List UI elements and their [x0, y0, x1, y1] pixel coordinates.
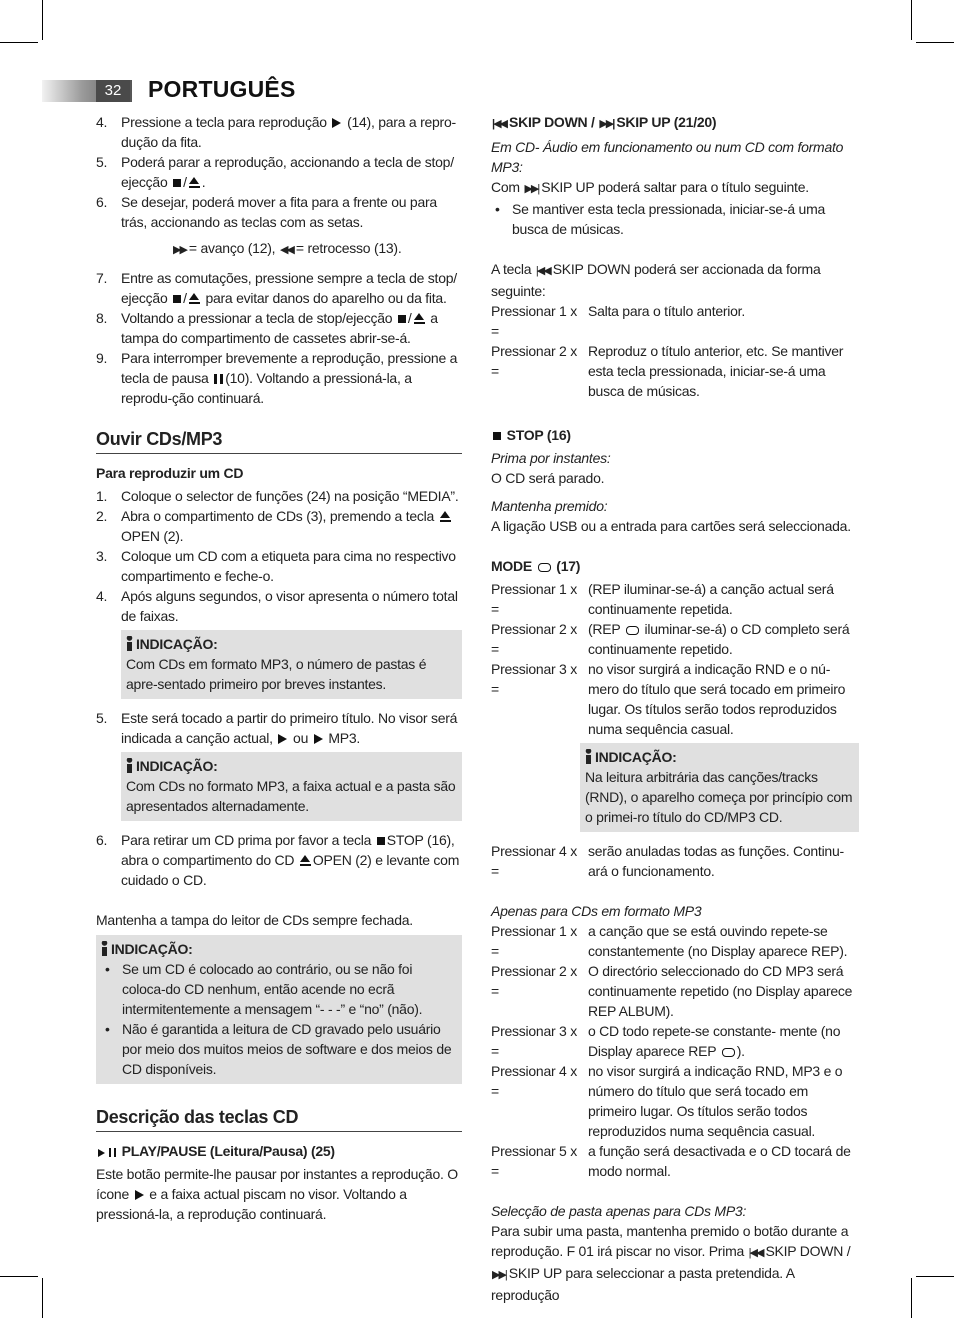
subheading: |◀◀ SKIP DOWN / ▶▶| SKIP UP (21/20): [492, 114, 717, 130]
press-row: Pressionar 3 x = o CD todo repete-se constante- mente (no Display aparece REP ).: [491, 1023, 841, 1059]
page-title: PORTUGUÊS: [148, 76, 296, 102]
paragraph: A tecla |◀◀ SKIP DOWN poderá ser accionada da forma seguinte:: [491, 261, 821, 299]
repeat-icon: [722, 1048, 735, 1057]
skip-up-icon: ▶▶|: [599, 118, 614, 130]
note-box: [96, 935, 462, 1084]
arrow-keys-line: ▶▶ = avanço (12), ◀◀ = retrocesso (13).: [173, 240, 402, 256]
repeat-icon: [626, 626, 639, 635]
italic-line: Mantenha premido:: [491, 498, 608, 514]
bullet-item: • Se mantiver esta tecla pressionada, iniciar-se-á uma busca de músicas.: [495, 201, 826, 237]
info-icon: INDICAÇÃO:: [126, 634, 456, 654]
subheading: PLAY/PAUSE (Leitura/Pausa) (25): [96, 1141, 462, 1161]
crop-mark: [42, 0, 43, 40]
crop-mark: [42, 1278, 43, 1318]
press-row: Pressionar 1 x = (REP iluminar-se-á) a canção actual será continuamente repetida.: [491, 581, 834, 617]
play-icon: [98, 1149, 105, 1157]
stop-icon: [493, 432, 501, 440]
skip-up-icon: ▶▶|: [524, 183, 539, 195]
paragraph: Para subir uma pasta, mantenha premido o botão durante a reprodução. F 01 irá piscar no visor. Prima |◀◀ SKIP DOWN / ▶▶| SKIP UP para seleccionar a pasta pretendida. A reprodução: [491, 1223, 851, 1303]
press-row: Pressionar 2 x = O directório seleccionado do CD MP3 será continuamente repetido (no Display aparece REP ALBUM).: [491, 963, 853, 1019]
press-row: Pressionar 1 x = a canção que se está ouvindo repete-se constantemente (no Display aparece REP).: [491, 923, 848, 959]
skip-down-icon: |◀◀: [535, 265, 550, 277]
list-item: 3. Coloque um CD com a etiqueta para cima no respectivo compartimento e feche-o.: [96, 548, 456, 584]
skip-down-icon: |◀◀: [748, 1247, 763, 1259]
fast-forward-icon: ▶▶: [173, 244, 186, 256]
italic-line: Selecção de pasta apenas para CDs MP3:: [491, 1203, 747, 1219]
subheading: MODE (17): [491, 558, 581, 574]
press-row: Pressionar 4 x = no visor surgirá a indicação RND, MP3 e o número do título que será tocado em primeiro lugar. Os títulos serão todos reproduzidos numa sequência casual.: [491, 1063, 843, 1139]
play-icon: [332, 118, 341, 128]
press-row: Pressionar 3 x = no visor surgirá a indicação RND e o nú-mero do título que será tocado em primeiro lugar. Os títulos serão todos reproduzidos numa sequência casual.: [491, 661, 846, 737]
list-item: 7. Entre as comutações, pressione sempre a tecla de stop/ ejecção / para evitar danos do aparelho ou da fita.: [96, 270, 457, 306]
stop-icon: [173, 295, 181, 303]
crop-mark: [911, 0, 912, 40]
press-row: Pressionar 5 x = a função será desactivada e o CD tocará de modo normal.: [491, 1143, 851, 1179]
paragraph: A ligação USB ou a entrada para cartões será seleccionada.: [491, 518, 851, 534]
press-row: Pressionar 1 x = Salta para o título anterior.: [491, 303, 745, 339]
stop-icon: [173, 179, 181, 187]
bullet-item: • Não é garantida a leitura de CD gravado pelo usuário por meio dos muitos meios de software e dos meios de CD disponíveis.: [105, 1021, 452, 1077]
paragraph: Este botão permite-lhe pausar por instantes a reprodução. O ícone e a faixa actual piscam no visor. Voltando a pressioná-la, a reprodução continuará.: [96, 1166, 458, 1222]
list-item: 2. Abra o compartimento de CDs (3), premendo a tecla OPEN (2).: [96, 506, 462, 546]
note-box: INDICAÇÃO: Com CDs no formato MP3, a faixa actual e a pasta são apresentados alternadamente.: [121, 752, 462, 821]
paragraph: Com ▶▶| SKIP UP poderá saltar para o título seguinte.: [491, 179, 809, 195]
note-box: INDICAÇÃO: Com CDs em formato MP3, o número de pastas é apre-sentado primeiro por breves instantes.: [121, 630, 462, 699]
skip-up-icon: ▶▶|: [492, 1269, 506, 1281]
eject-icon: [189, 177, 200, 188]
bullet-item: • Se um CD é colocado ao contrário, ou se não foi coloca-do CD nenhum, então acende no ecrã intermitentemente a mensagem “- - -” e “no” (não).: [105, 961, 423, 1017]
info-icon: INDICAÇÃO:: [126, 756, 456, 776]
stop-icon: [377, 837, 385, 845]
list-item: 4. Após alguns segundos, o visor apresenta o número total de faixas.: [96, 588, 458, 624]
crop-mark: [0, 1276, 38, 1277]
list-item: 4. Pressione a tecla para reprodução (14), para a repro-dução da fita.: [96, 114, 456, 150]
crop-mark: [911, 1278, 912, 1318]
paragraph: Mantenha a tampa do leitor de CDs sempre fechada.: [96, 912, 413, 928]
pause-icon: [214, 374, 223, 384]
list-item: 8. Voltando a pressionar a tecla de stop/ejecção / a tampa do compartimento de cassetes abrir-se-á.: [96, 310, 438, 346]
list-item: 6. Se desejar, poderá mover a fita para a frente ou para trás, accionando as teclas com as setas.: [96, 194, 437, 230]
section-heading: Descrição das teclas CD: [96, 1106, 462, 1132]
list-item: 5. Poderá parar a reprodução, accionando a tecla de stop/ ejecção / .: [96, 154, 454, 190]
eject-icon: [189, 293, 200, 304]
left-column: [96, 112, 462, 1224]
press-row: Pressionar 4 x = serão anuladas todas as funções. Continu-ará o funcionamento.: [491, 843, 844, 879]
crop-mark: [916, 1276, 954, 1277]
press-row: Pressionar 2 x = (REP iluminar-se-á) o CD completo será continuamente repetido.: [491, 621, 850, 657]
play-icon: [314, 734, 323, 744]
eject-icon: [414, 313, 425, 324]
paragraph: O CD será parado.: [491, 470, 605, 486]
italic-line: Prima por instantes:: [491, 450, 611, 466]
eject-icon: [440, 511, 451, 522]
skip-down-icon: |◀◀: [492, 118, 506, 130]
list-item: 6. Para retirar um CD prima por favor a tecla STOP (16), abra o compartimento do CD OPEN (2) e levante com cuidado o CD.: [96, 832, 460, 888]
play-icon: [278, 734, 287, 744]
list-item: 9. Para interromper brevemente a reprodução, pressione a tecla de pausa (10). Voltando a pressioná-la, a reprodu-ção continuará.: [96, 350, 458, 406]
crop-mark: [0, 42, 38, 43]
page-number: 32: [96, 80, 130, 102]
press-row: Pressionar 2 x = Reproduz o título anterior, etc. Se mantiver esta tecla pressionada, iniciar-se-á uma busca de músicas.: [491, 343, 844, 399]
italic-line: Em CD- Áudio em funcionamento ou num CD com formato MP3:: [491, 139, 844, 175]
italic-line: Apenas para CDs em formato MP3: [491, 903, 702, 919]
crop-mark: [916, 42, 954, 43]
play-icon: [135, 1190, 144, 1200]
note-box: INDICAÇÃO: Na leitura arbitrária das canções/tracks (RND), o aparelho começa por princípio com o primei-ro título do CD/MP3 CD.: [580, 743, 859, 832]
info-icon: INDICAÇÃO:: [585, 747, 853, 767]
subheading: STOP (16): [491, 425, 859, 445]
repeat-icon: [538, 563, 551, 572]
list-item: 5. Este será tocado a partir do primeiro título. No visor será indicada a canção actual, ou MP3.: [96, 710, 458, 746]
subheading: Para reproduzir um CD: [96, 465, 244, 481]
info-icon: INDICAÇÃO:: [101, 939, 456, 959]
eject-icon: [300, 855, 311, 866]
pause-icon: [109, 1148, 116, 1157]
section-heading: Ouvir CDs/MP3: [96, 428, 462, 454]
rewind-icon: ◀◀: [279, 244, 293, 256]
right-column: [491, 112, 859, 1305]
list-item: 1. Coloque o selector de funções (24) na posição “MEDIA”.: [96, 488, 459, 504]
stop-icon: [398, 315, 406, 323]
